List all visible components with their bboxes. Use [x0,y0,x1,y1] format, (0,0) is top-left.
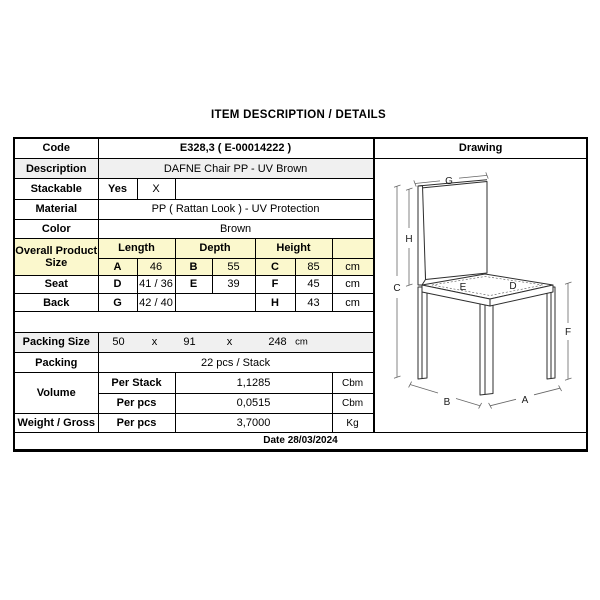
col-header-length: Length [98,239,175,258]
overall-height-letter: C [255,258,295,275]
back-height-letter: H [255,294,295,312]
empty-cell [332,239,373,258]
back-unit: cm [332,294,373,312]
date-row: Date 28/03/2024 [15,432,586,449]
row-seat [15,275,373,293]
packing-size-w: 50 [112,336,125,349]
overall-label-line2: Size [45,256,68,269]
row-packing [15,353,373,373]
seat-label: Seat [15,275,98,293]
back-length-letter: G [98,294,137,312]
overall-depth-value: 55 [212,258,255,275]
drawing-panel [374,139,587,432]
label-g: G [444,176,453,187]
overall-label-line1: Overall Product [15,244,98,257]
row-description [15,158,373,178]
overall-size-label [15,239,98,276]
row-back [15,294,373,312]
packing-size-label: Packing Size [15,332,98,352]
chair-shape [418,180,555,395]
label-d: D [508,281,517,292]
empty-cell [175,294,255,312]
seat-length-letter: D [98,275,137,293]
seat-depth-letter: E [175,275,212,293]
seat-depth-value: 39 [212,275,255,293]
volume-label: Volume [15,373,98,414]
col-header-height: Height [255,239,332,258]
row-volume-stack [15,373,373,393]
volume-stack-name: Per Stack [98,373,175,393]
page-title: ITEM DESCRIPTION / DETAILS [211,109,386,121]
packing-size-unit: cm [295,336,308,348]
row-code [15,139,373,158]
packing-label: Packing [15,353,98,373]
overall-depth-letter: B [175,258,212,275]
spec-left-table [15,139,374,432]
seat-length-value: 41 / 36 [137,275,175,293]
row-packing-size [15,332,373,352]
seat-unit: cm [332,275,373,293]
col-header-depth: Depth [175,239,255,258]
times-sign: x [226,336,233,349]
chair-leg-front [480,302,493,396]
seat-height-value: 45 [295,275,332,293]
overall-height-value: 85 [295,258,332,275]
stackable-mark: X [137,179,175,199]
weight-label: Weight / Gross [15,414,98,432]
color-label: Color [15,219,98,238]
row-weight [15,414,373,432]
weight-unit: Kg [332,414,373,432]
spec-table [13,137,588,452]
volume-pcs-value: 0,0515 [175,393,332,413]
weight-name: Per pcs [98,414,175,432]
material-label: Material [15,199,98,219]
stackable-yes: Yes [98,179,137,199]
back-length-value: 42 / 40 [137,294,175,312]
times-sign: x [151,336,158,349]
packing-value: 22 pcs / Stack [98,353,373,373]
label-c: C [392,283,401,294]
volume-pcs-name: Per pcs [98,393,175,413]
description-label: Description [15,158,98,178]
label-a: A [521,395,528,406]
overall-length-value: 46 [137,258,175,275]
drawing-header: Drawing [375,139,587,159]
back-height-value: 43 [295,294,332,312]
overall-unit: cm [332,258,373,275]
row-color [15,219,373,238]
weight-value: 3,7000 [175,414,332,432]
description-value: DAFNE Chair PP - UV Brown [98,158,373,178]
volume-stack-unit: Cbm [332,373,373,393]
empty-row [15,312,373,332]
color-value: Brown [98,219,373,238]
back-label: Back [15,294,98,312]
stackable-label: Stackable [15,179,98,199]
packing-size-d: 91 [183,336,196,349]
overall-length-letter: A [98,258,137,275]
label-e: E [459,282,466,293]
label-h: H [404,234,413,245]
code-label: Code [15,139,98,158]
label-b: B [443,397,450,408]
chair-drawing [375,159,587,432]
row-spacer [15,312,373,332]
volume-stack-value: 1,1285 [175,373,332,393]
row-material [15,199,373,219]
row-overall-header [15,239,373,258]
chair-backrest [421,182,487,280]
material-value: PP ( Rattan Look ) - UV Protection [98,199,373,219]
seat-height-letter: F [255,275,295,293]
empty-cell [175,179,373,199]
volume-pcs-unit: Cbm [332,393,373,413]
chair-line-drawing [375,159,587,427]
code-value: E328,3 ( E-00014222 ) [98,139,373,158]
label-f: F [564,327,571,338]
row-stackable [15,179,373,199]
packing-size-value [98,332,373,352]
packing-size-h: 248 [268,336,287,349]
